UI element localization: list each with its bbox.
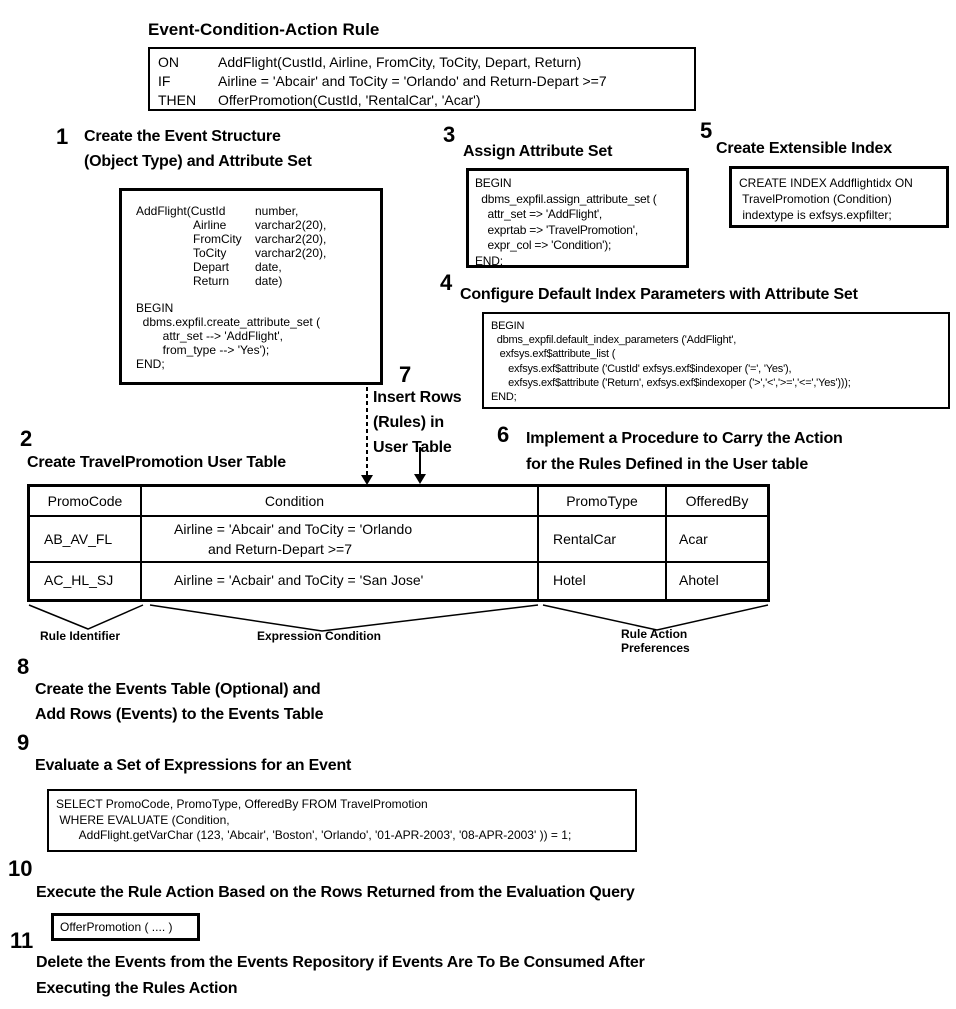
- code-line: dbms_expfil.default_index_parameters ('AddFlight',: [491, 334, 737, 347]
- step-3-number: 3: [443, 122, 456, 147]
- eca-rule-then-row: [158, 91, 686, 110]
- cell-offered-by: Acar: [679, 531, 708, 547]
- brace-rule-identifier: [29, 605, 143, 629]
- step-3-heading: Assign Attribute Set: [463, 143, 613, 160]
- table-header-row: [30, 487, 767, 517]
- evaluate-query-code-box: [47, 789, 637, 852]
- cell-offered-by: Ahotel: [679, 572, 719, 588]
- code-line: exfsys.exf$attribute ('CustId' exfsys.exf$indexoper ('=', 'Yes'),: [491, 362, 792, 375]
- brace-expression-condition: [150, 605, 538, 631]
- step-5-heading: Create Extensible Index: [716, 140, 892, 157]
- condition-line1: Airline = 'Acbair' and ToCity = 'San Jose': [174, 572, 424, 588]
- step-6-number: 6: [497, 422, 510, 447]
- cell-promo-code: AC_HL_SJ: [30, 563, 142, 599]
- param-row: FromCity varchar2(20),: [193, 232, 327, 246]
- cell-promo-type: RentalCar: [539, 517, 667, 561]
- code-line: exprtab => 'TravelPromotion',: [475, 222, 638, 237]
- eca-on-text: AddFlight(CustId, Airline, FromCity, ToCity, Depart, Return): [218, 54, 582, 70]
- annotation-rule-action-line1: Rule Action: [621, 627, 688, 641]
- code-line: from_type --> 'Yes');: [136, 343, 270, 357]
- step-7-heading-line1: Insert Rows: [373, 389, 462, 406]
- cell-promo-code: AB_AV_FL: [30, 517, 142, 561]
- step-8-heading-line1: Create the Events Table (Optional) and: [35, 681, 321, 698]
- step-9-number: 9: [17, 730, 30, 755]
- table-header-promocode: PromoCode: [30, 487, 142, 515]
- code-line: END;: [491, 391, 517, 404]
- table-row: [30, 563, 767, 599]
- eca-keyword-then: THEN: [158, 92, 197, 108]
- cell-condition: [142, 563, 539, 599]
- step-7-heading-line3: User Table: [373, 439, 452, 456]
- extensible-index-code-box: [729, 166, 949, 228]
- code-line: attr_set => 'AddFlight',: [475, 207, 603, 221]
- eca-keyword-on: ON: [158, 54, 179, 70]
- annotation-rule-identifier: Rule Identifier: [40, 629, 121, 643]
- step-4-number: 4: [440, 270, 453, 295]
- step-9-heading: Evaluate a Set of Expressions for an Event: [35, 757, 352, 774]
- eca-keyword-if: IF: [158, 73, 171, 89]
- travel-promotion-table: [27, 484, 770, 602]
- code-line: dbms.expfil.create_attribute_set (: [136, 315, 321, 329]
- eca-rule-on-row: [158, 53, 686, 72]
- code-line: BEGIN: [475, 176, 512, 190]
- eca-then-text: OfferPromotion(CustId, 'RentalCar', 'Acar'): [218, 92, 481, 108]
- param-row: Depart date,: [193, 260, 282, 274]
- default-index-parameters-code-box: [482, 312, 950, 409]
- code-blank-line: [136, 288, 380, 301]
- code-line: AddFlight.getVarChar (123, 'Abcair', 'Boston', 'Orlando', '01-APR-2003', '08-APR-2003' )) = 1;: [56, 828, 572, 842]
- step-8-heading-line2: Add Rows (Events) to the Events Table: [35, 706, 324, 723]
- param-row: ToCity varchar2(20),: [193, 246, 327, 260]
- table-header-condition: Condition: [142, 487, 539, 515]
- code-line: BEGIN: [136, 301, 174, 315]
- code-line: END;: [475, 253, 503, 268]
- step-7-number: 7: [399, 362, 412, 387]
- code-line: BEGIN: [491, 320, 525, 332]
- step-5-number: 5: [700, 118, 713, 143]
- code-line: OfferPromotion ( .... ): [60, 920, 173, 934]
- table-row: [30, 517, 767, 563]
- code-line: WHERE EVALUATE (Condition,: [56, 812, 230, 827]
- param-row: AddFlight(CustId number,: [136, 204, 299, 218]
- step-1-heading-line1: Create the Event Structure: [84, 128, 281, 145]
- step-10-heading: Execute the Rule Action Based on the Rows Returned from the Evaluation Query: [36, 884, 635, 901]
- code-line: exfsys.exf$attribute_list (: [491, 348, 616, 361]
- step-11-heading-line1: Delete the Events from the Events Repository if Events Are To Be Consumed After: [36, 954, 645, 971]
- cell-promo-type: Hotel: [539, 563, 667, 599]
- code-line: CREATE INDEX Addflightidx ON: [739, 176, 913, 190]
- annotation-expression-condition: Expression Condition: [257, 629, 382, 643]
- page-title: Event-Condition-Action Rule: [148, 20, 380, 39]
- code-line: exfsys.exf$attribute ('Return', exfsys.exf$indexoper ('>','<','>=','<=','Yes')));: [491, 376, 851, 389]
- step-6-heading-line1: Implement a Procedure to Carry the Action: [526, 430, 843, 447]
- step-7-heading-line2: (Rules) in: [373, 414, 444, 431]
- step-2-number: 2: [20, 426, 33, 451]
- step-6-heading-line2: for the Rules Defined in the User table: [526, 456, 809, 473]
- insert-rows-arrowhead-icon: [414, 474, 426, 484]
- code-line: expr_col => 'Condition');: [475, 238, 612, 252]
- step-1-heading-line2: (Object Type) and Attribute Set: [84, 153, 312, 170]
- code-line: SELECT PromoCode, PromoType, OfferedBy FROM TravelPromotion: [56, 797, 428, 811]
- annotation-rule-action-line2: Preferences: [621, 641, 690, 655]
- step-4-heading: Configure Default Index Parameters with Attribute Set: [460, 286, 858, 303]
- offer-promotion-code-box: [51, 913, 200, 941]
- step-1-number: 1: [56, 124, 69, 149]
- condition-line1: Airline = 'Abcair' and ToCity = 'Orlando: [174, 521, 413, 537]
- param-row: Return date): [193, 274, 283, 288]
- code-line: attr_set --> 'AddFlight',: [136, 329, 283, 343]
- condition-line2: and Return-Depart >=7: [208, 540, 352, 557]
- code-line: TravelPromotion (Condition): [739, 192, 892, 206]
- step-11-heading-line2: Executing the Rules Action: [36, 980, 238, 997]
- code-line: END;: [136, 357, 165, 371]
- event-structure-code-box: [119, 188, 383, 385]
- eca-rule-if-row: [158, 72, 686, 91]
- step-10-number: 10: [8, 856, 33, 881]
- eca-if-text: Airline = 'Abcair' and ToCity = 'Orlando' and Return-Depart >=7: [218, 73, 607, 89]
- eca-rule-box: [148, 47, 696, 111]
- cell-condition: [142, 517, 539, 561]
- step-2-heading: Create TravelPromotion User Table: [27, 454, 286, 471]
- table-header-promotype: PromoType: [539, 487, 667, 515]
- assign-attribute-set-code-box: [466, 168, 689, 268]
- table-header-offeredby: OfferedBy: [685, 493, 749, 509]
- step-8-number: 8: [17, 654, 30, 679]
- code-line: indextype is exfsys.expfilter;: [739, 208, 892, 222]
- step-11-number: 11: [10, 928, 34, 953]
- param-row: Airline varchar2(20),: [193, 218, 327, 232]
- code-line: dbms_expfil.assign_attribute_set (: [475, 191, 657, 206]
